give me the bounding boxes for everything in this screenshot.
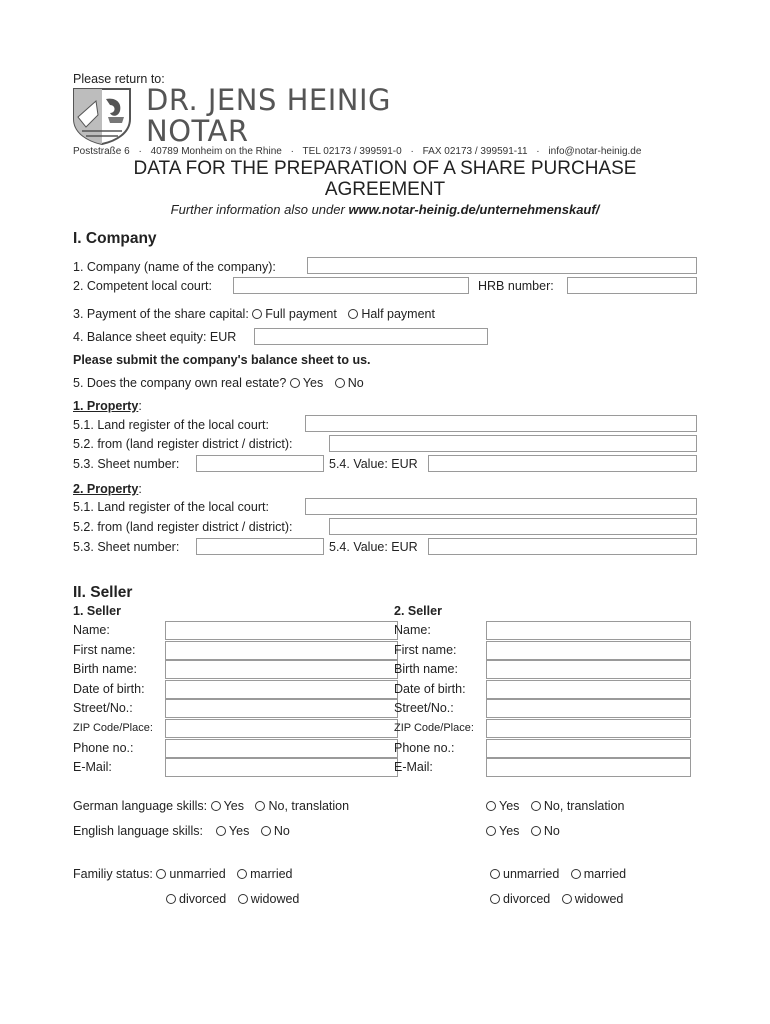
yes-label: Yes bbox=[499, 799, 520, 813]
radio-icon[interactable] bbox=[216, 826, 226, 836]
local-court-input[interactable] bbox=[233, 277, 469, 294]
divorced-label: divorced bbox=[503, 892, 551, 906]
no-label: No bbox=[273, 824, 290, 838]
property2-heading-row bbox=[73, 481, 142, 497]
s1-field-label: Birth name: bbox=[73, 662, 137, 677]
s2-field-label: First name: bbox=[394, 642, 457, 657]
s2-field-label: Birth name: bbox=[394, 662, 458, 677]
s2-german-row bbox=[486, 798, 633, 814]
s1-field-label: Phone no.: bbox=[73, 740, 134, 755]
s2-field-input[interactable] bbox=[486, 719, 691, 738]
s2-field-label: Phone no.: bbox=[394, 740, 455, 755]
s1-field-input[interactable] bbox=[165, 680, 398, 699]
full-payment-option[interactable] bbox=[252, 306, 337, 322]
s1-field-input[interactable] bbox=[165, 739, 398, 758]
s2-english-no-option[interactable] bbox=[531, 823, 560, 839]
s1-field-label: Name: bbox=[73, 623, 110, 637]
no-translation-label: No, translation bbox=[268, 799, 350, 813]
radio-icon[interactable] bbox=[290, 378, 300, 388]
p1-land-register-label: 5.1. Land register of the local court: bbox=[73, 418, 269, 432]
s1-divorced-option[interactable] bbox=[166, 891, 226, 907]
radio-icon[interactable] bbox=[571, 869, 581, 879]
seller2-heading: 2. Seller bbox=[394, 604, 442, 618]
return-label: Please return to: bbox=[73, 72, 165, 86]
real-estate-row bbox=[73, 375, 372, 391]
p1-value-label: 5.4. Value: EUR bbox=[329, 457, 418, 471]
p1-district-label: 5.2. from (land register district / district): bbox=[73, 437, 293, 451]
radio-icon[interactable] bbox=[490, 894, 500, 904]
share-capital-row bbox=[73, 306, 443, 322]
unmarried-label: unmarried bbox=[503, 867, 560, 881]
fax: FAX 02173 / 399591-11 bbox=[422, 146, 528, 157]
s1-unmarried-option[interactable] bbox=[156, 866, 225, 882]
telephone: TEL 02173 / 399591-0 bbox=[302, 146, 402, 157]
s1-field-label: Date of birth: bbox=[73, 681, 145, 696]
s2-field-input[interactable] bbox=[486, 739, 691, 758]
s1-field-label: First name: bbox=[73, 642, 136, 657]
title-line1: DATA FOR THE PREPARATION OF A SHARE PURCHASE bbox=[133, 158, 637, 179]
s2-field-label: E-Mail: bbox=[394, 760, 433, 775]
property1-heading-row bbox=[73, 398, 142, 414]
radio-icon[interactable] bbox=[211, 801, 221, 811]
submit-balance-note: Please submit the company's balance sheet to us. bbox=[73, 353, 371, 367]
s2-unmarried-option[interactable] bbox=[490, 866, 559, 882]
colon: : bbox=[138, 482, 142, 496]
german-skills-label: German language skills: bbox=[73, 799, 208, 813]
full-payment-label: Full payment bbox=[265, 307, 337, 321]
family-status-row bbox=[73, 866, 301, 882]
s2-field-input[interactable] bbox=[486, 699, 691, 718]
seller1-heading: 1. Seller bbox=[73, 604, 121, 618]
p2-value-label: 5.4. Value: EUR bbox=[329, 540, 418, 554]
radio-icon[interactable] bbox=[156, 869, 166, 879]
p1-sheet-input[interactable] bbox=[196, 455, 324, 472]
further-link[interactable]: www.notar-heinig.de/unternehmenskauf/ bbox=[348, 202, 600, 217]
email: info@notar-heinig.de bbox=[548, 146, 642, 157]
s1-field-label: Street/No.: bbox=[73, 701, 133, 716]
radio-icon[interactable] bbox=[531, 801, 541, 811]
s2-field-input[interactable] bbox=[486, 758, 691, 777]
s2-field-label: Street/No.: bbox=[394, 701, 454, 716]
p2-land-register-label: 5.1. Land register of the local court: bbox=[73, 500, 269, 514]
city: 40789 Monheim on the Rhine bbox=[150, 146, 282, 157]
s2-field-label: Date of birth: bbox=[394, 681, 466, 696]
p1-sheet-label: 5.3. Sheet number: bbox=[73, 457, 180, 471]
radio-icon[interactable] bbox=[348, 309, 358, 319]
s2-english-yes-option[interactable] bbox=[486, 823, 519, 839]
s1-field-input[interactable] bbox=[165, 699, 398, 718]
s1-field-label: ZIP Code/Place: bbox=[73, 722, 153, 734]
yes-label: Yes bbox=[499, 824, 520, 838]
radio-icon[interactable] bbox=[261, 826, 271, 836]
s2-field-label: Name: bbox=[394, 623, 431, 637]
radio-icon[interactable] bbox=[486, 801, 496, 811]
widowed-label: widowed bbox=[250, 892, 300, 906]
s1-field-label: E-Mail: bbox=[73, 760, 112, 775]
equity-label: 4. Balance sheet equity: EUR bbox=[73, 330, 237, 344]
radio-icon[interactable] bbox=[531, 826, 541, 836]
notary-name: DR. JENS HEINIG bbox=[146, 83, 391, 117]
radio-icon[interactable] bbox=[486, 826, 496, 836]
s1-english-no-option[interactable] bbox=[261, 823, 290, 839]
document-title bbox=[0, 158, 770, 200]
s1-field-input[interactable] bbox=[165, 719, 398, 738]
radio-icon[interactable] bbox=[252, 309, 262, 319]
nrw-coat-of-arms-icon bbox=[72, 87, 132, 145]
s2-field-input[interactable] bbox=[486, 641, 691, 660]
radio-icon[interactable] bbox=[255, 801, 265, 811]
s1-field-input[interactable] bbox=[165, 660, 398, 679]
s2-widowed-option[interactable] bbox=[562, 891, 624, 907]
p2-district-label: 5.2. from (land register district / district): bbox=[73, 520, 293, 534]
contact-line bbox=[73, 146, 647, 157]
s2-german-yes-option[interactable] bbox=[486, 798, 519, 814]
s2-family-row2 bbox=[490, 891, 631, 907]
company-name-label: 1. Company (name of the company): bbox=[73, 260, 276, 274]
hrb-input[interactable] bbox=[567, 277, 697, 294]
no-label: No bbox=[543, 824, 560, 838]
address: Poststraße 6 bbox=[73, 146, 130, 157]
separator: · bbox=[410, 146, 414, 157]
s1-widowed-option[interactable] bbox=[238, 891, 300, 907]
equity-input[interactable] bbox=[254, 328, 488, 345]
unmarried-label: unmarried bbox=[169, 867, 226, 881]
section-seller: II. Seller bbox=[73, 584, 133, 601]
radio-icon[interactable] bbox=[562, 894, 572, 904]
hrb-label: HRB number: bbox=[478, 279, 554, 293]
p1-value-input[interactable] bbox=[428, 455, 697, 472]
half-payment-label: Half payment bbox=[361, 307, 435, 321]
s1-german-no-option[interactable] bbox=[255, 798, 349, 814]
p1-land-register-input[interactable] bbox=[305, 415, 697, 432]
s2-field-input[interactable] bbox=[486, 660, 691, 679]
married-label: married bbox=[250, 867, 293, 881]
english-skills-row bbox=[73, 823, 298, 839]
yes-label: Yes bbox=[223, 799, 244, 813]
radio-icon[interactable] bbox=[238, 894, 248, 904]
s2-field-input[interactable] bbox=[486, 621, 691, 640]
s2-german-no-option[interactable] bbox=[531, 798, 625, 814]
p2-sheet-input[interactable] bbox=[196, 538, 324, 555]
half-payment-option[interactable] bbox=[348, 306, 435, 322]
s1-field-input[interactable] bbox=[165, 621, 398, 640]
radio-icon[interactable] bbox=[335, 378, 345, 388]
s1-married-option[interactable] bbox=[237, 866, 292, 882]
s1-german-yes-option[interactable] bbox=[211, 798, 244, 814]
real-estate-yes-option[interactable] bbox=[290, 375, 323, 391]
english-skills-label: English language skills: bbox=[73, 824, 203, 838]
separator: · bbox=[138, 146, 142, 157]
p1-district-input[interactable] bbox=[329, 435, 697, 452]
s2-field-label: ZIP Code/Place: bbox=[394, 722, 474, 734]
s2-field-input[interactable] bbox=[486, 680, 691, 699]
further-prefix: Further information also under bbox=[170, 202, 349, 217]
p2-sheet-label: 5.3. Sheet number: bbox=[73, 540, 180, 554]
p2-land-register-input[interactable] bbox=[305, 498, 697, 515]
p2-value-input[interactable] bbox=[428, 538, 697, 555]
company-name-input[interactable] bbox=[307, 257, 697, 274]
real-estate-label: 5. Does the company own real estate? bbox=[73, 376, 287, 390]
radio-icon[interactable] bbox=[166, 894, 176, 904]
further-info bbox=[0, 202, 770, 217]
widowed-label: widowed bbox=[574, 892, 624, 906]
s2-married-option[interactable] bbox=[571, 866, 626, 882]
s2-divorced-option[interactable] bbox=[490, 891, 550, 907]
divorced-label: divorced bbox=[179, 892, 227, 906]
share-capital-label: 3. Payment of the share capital: bbox=[73, 307, 249, 321]
s1-english-yes-option[interactable] bbox=[216, 823, 249, 839]
local-court-label: 2. Competent local court: bbox=[73, 279, 212, 293]
radio-icon[interactable] bbox=[490, 869, 500, 879]
property1-heading: 1. Property bbox=[73, 399, 139, 413]
p2-district-input[interactable] bbox=[329, 518, 697, 535]
section-company: I. Company bbox=[73, 230, 157, 247]
real-estate-no-option[interactable] bbox=[335, 375, 364, 391]
no-label: No bbox=[347, 376, 364, 390]
s1-field-input[interactable] bbox=[165, 758, 398, 777]
s2-english-row bbox=[486, 823, 568, 839]
separator: · bbox=[290, 146, 294, 157]
no-translation-label: No, translation bbox=[543, 799, 625, 813]
family-status-label: Familiy status: bbox=[73, 867, 153, 881]
separator: · bbox=[536, 146, 540, 157]
notary-title: NOTAR bbox=[146, 114, 249, 148]
yes-label: Yes bbox=[228, 824, 250, 838]
title-line2: AGREEMENT bbox=[324, 179, 446, 200]
colon: : bbox=[138, 399, 142, 413]
property2-heading: 2. Property bbox=[73, 482, 139, 496]
married-label: married bbox=[583, 867, 627, 881]
s1-field-input[interactable] bbox=[165, 641, 398, 660]
s1-family-row2 bbox=[166, 891, 307, 907]
radio-icon[interactable] bbox=[237, 869, 247, 879]
yes-label: Yes bbox=[302, 376, 324, 390]
german-skills-row bbox=[73, 798, 357, 814]
s2-family-row1 bbox=[490, 866, 634, 882]
